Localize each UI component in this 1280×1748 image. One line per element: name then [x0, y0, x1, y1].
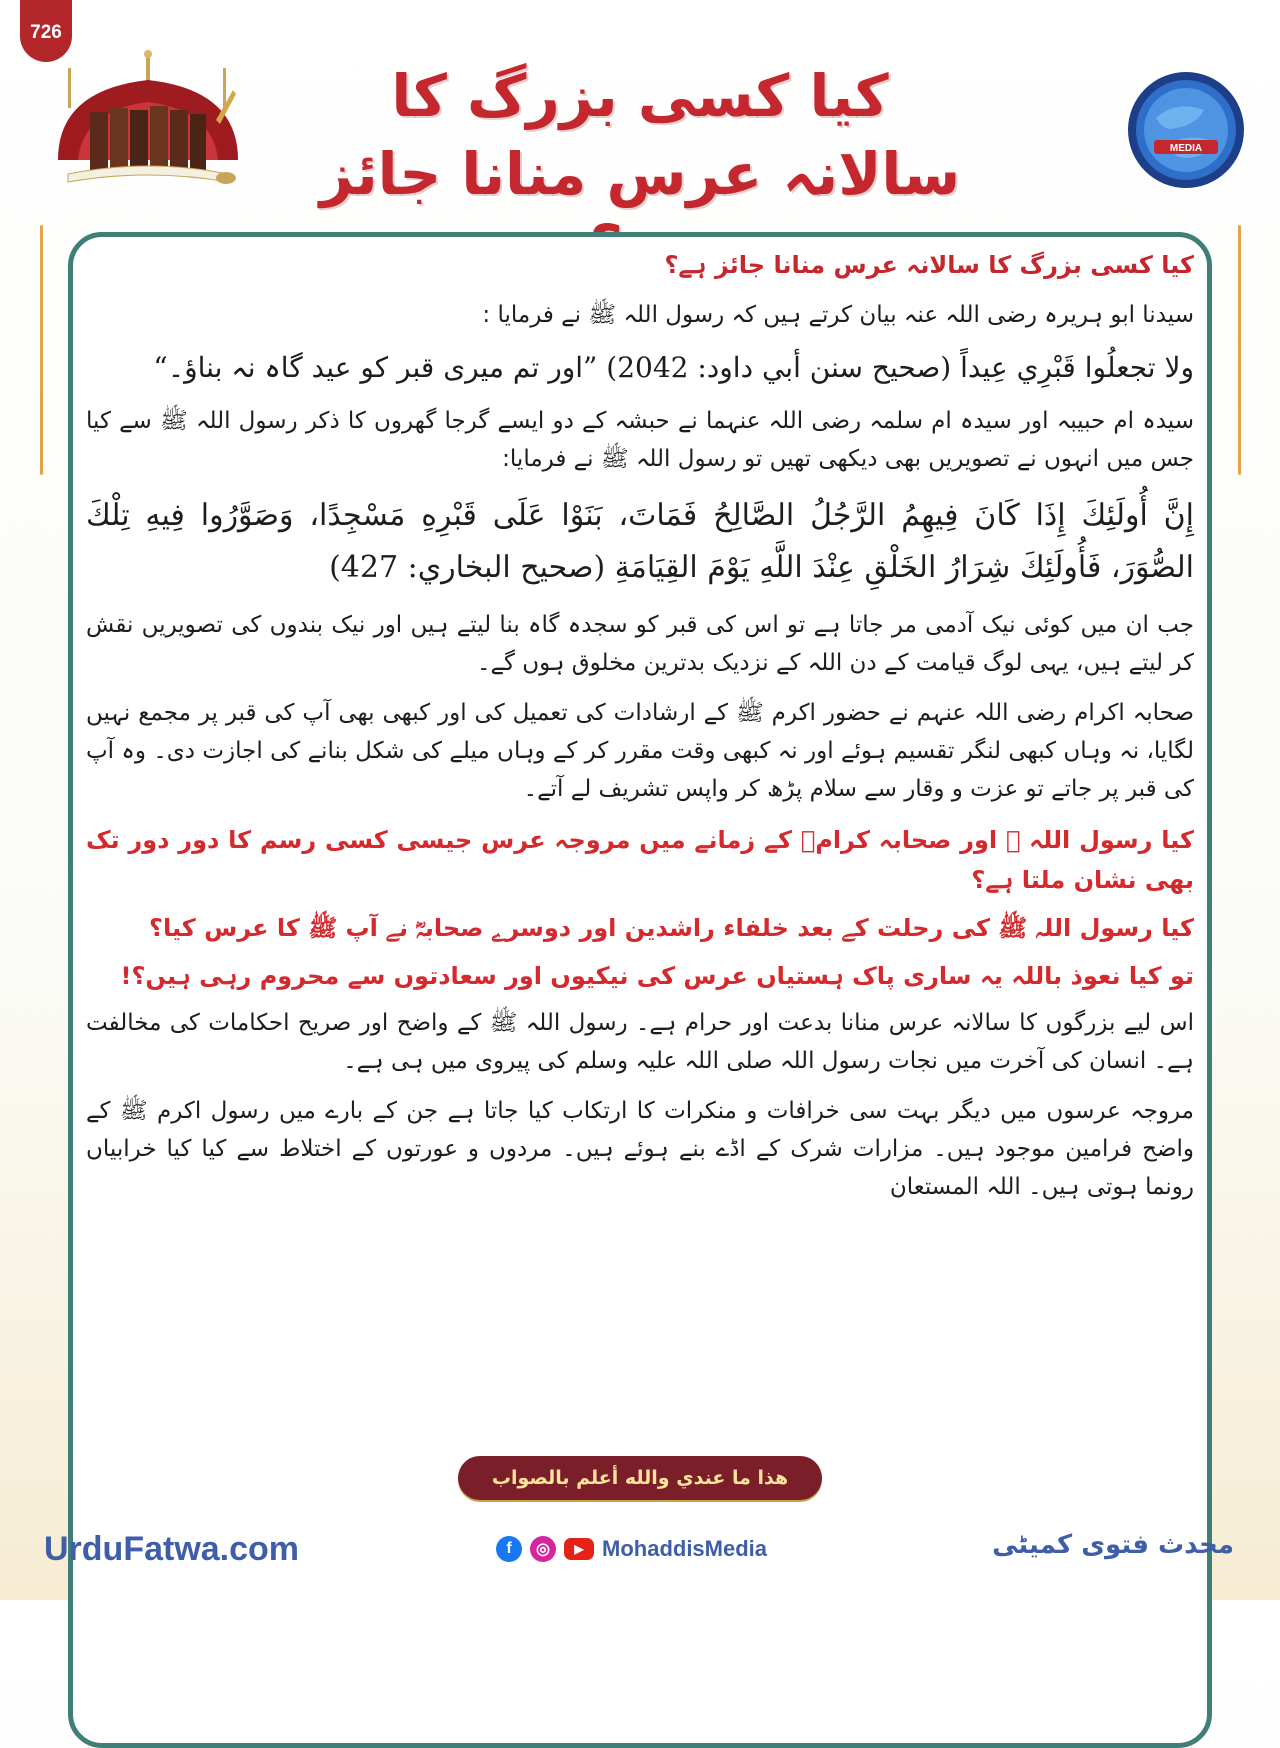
fatwa-body — [80, 246, 1200, 1746]
page-number: 726 — [30, 22, 62, 43]
committee-name: محدث فتوی کمیٹی — [992, 1530, 1234, 1560]
website-link[interactable]: UrduFatwa.com — [44, 1530, 300, 1568]
youtube-icon[interactable]: ▶ — [564, 1538, 594, 1560]
closing-phrase: هذا ما عندي والله أعلم بالصواب — [458, 1456, 822, 1500]
question-3: تو کیا نعوذ باللہ یہ ساری پاک ہستیاں عرس کی نیکیوں اور سعادتوں سے محروم رہی ہیں؟! — [120, 962, 1194, 990]
right-accent-line — [1238, 225, 1241, 475]
paragraph-5: جب ان میں کوئی نیک آدمی مر جاتا ہے تو اس کی قبر کو سجدہ گاہ بنا لیتے ہیں اور نیک بندوں کی تصویریں نقش کر لیتے ہیں، یہی لوگ قیامت کے دن اللہ کے نزدیک بدترین مخلوق ہوں گے۔ — [86, 612, 1194, 676]
social-handles — [496, 1536, 767, 1562]
paragraph-6: صحابہ اکرام رضی اللہ عنہم نے حضور اکرم ﷺ کے ارشادات کی تعمیل کی اور کبھی بھی آپ کی قبر پر مجمع نہیں لگایا، نہ وہاں کبھی لنگر تقسیم ہوئے اور نہ کبھی وقت مقرر کر کے وہاں میلے کی شکل بنانے کی اجازت دی۔ وہ آپ کی قبر پر جاتے تو عزت و وقار سے سلام پڑھ کر واپس تشریف لے آتے۔ — [86, 700, 1194, 802]
hadith-bukhari-arabic: إِنَّ أُولَئِكَ إِذَا كَانَ فِيهِمُ الرَّجُلُ الصَّالِحُ فَمَاتَ، بَنَوْا عَلَى قَبْرِهِ مَسْجِدًا، وَصَوَّرُوا فِيهِ تِلْكَ الصُّوَرَ، فَأُولَئِكَ شِرَارُ الخَلْقِ عِنْدَ اللَّهِ يَوْمَ القِيَامَةِ (صحيح البخاري: 427) — [86, 498, 1195, 585]
logo-media-text: MEDIA — [1169, 143, 1203, 154]
question-2: کیا رسول اللہ ﷺ کی رحلت کے بعد خلفاء راشدین اور دوسرے صحابہؓ نے آپ ﷺ کا عرس کیا؟ — [149, 914, 1194, 942]
mohaddis-media-logo — [1126, 70, 1246, 190]
page-title-line1: کیا کسی بزرگ کا — [391, 62, 889, 130]
paragraph-7: اس لیے بزرگوں کا سالانہ عرس منانا بدعت اور حرام ہے۔ رسول اللہ ﷺ کے واضح اور صریح احکامات کی مخالفت ہے۔ انسان کی آخرت میں نجات رسول اللہ صلی اللہ علیہ وسلم کی پیروی میں ہی ہے۔ — [86, 1010, 1194, 1074]
page-title-line2: سالانہ عرس منانا جائز — [319, 140, 961, 208]
paragraph-3: سیدہ ام حبیبہ اور سیدہ ام سلمہ رضی اللہ عنہما نے حبشہ کے دو ایسے گرجا گھروں کا ذکر رسول اللہ ﷺ سے کیا جس میں انہوں نے تصویریں بھی دیکھی تھیں تو رسول اللہ ﷺ نے فرمایا: — [86, 408, 1194, 472]
paragraph-8: مروجہ عرسوں میں دیگر بہت سی خرافات و منکرات کا ارتکاب کیا جاتا ہے جن کے بارے میں رسول اکرم ﷺ کے واضح فرامین موجود ہیں۔ مزارات شرک کے اڈے بنے ہوئے ہیں۔ مردوں و عورتوں کے اختلاط سے کیا کیا خرابیاں رونما ہوتی ہیں۔ اللہ المستعان — [86, 1098, 1194, 1200]
social-handle[interactable]: MohaddisMedia — [602, 1536, 768, 1561]
facebook-icon[interactable]: f — [496, 1536, 522, 1562]
hadith-abu-dawud: ولا تجعلُوا قَبْرِي عِيداً (صحيح سنن أبي داود: 2042) ”اور تم میری قبر کو عید گاہ نہ بناؤ۔“ — [153, 351, 1194, 384]
paragraph-1: سیدنا ابو ہریرہ رضی اللہ عنہ بیان کرتے ہیں کہ رسول اللہ ﷺ نے فرمایا : — [482, 302, 1194, 328]
books-dome-illustration — [28, 50, 258, 200]
instagram-icon[interactable]: ◎ — [530, 1536, 556, 1562]
question-1: کیا رسول اللہ ﷺ اور صحابہ کرامؓ کے زمانے میں مروجہ عرس جیسی کسی رسم کا دور دور تک بھی نشان ملتا ہے؟ — [86, 826, 1194, 894]
left-accent-line — [40, 225, 43, 475]
section-heading: کیا کسی بزرگ کا سالانہ عرس منانا جائز ہے؟ — [664, 251, 1194, 279]
